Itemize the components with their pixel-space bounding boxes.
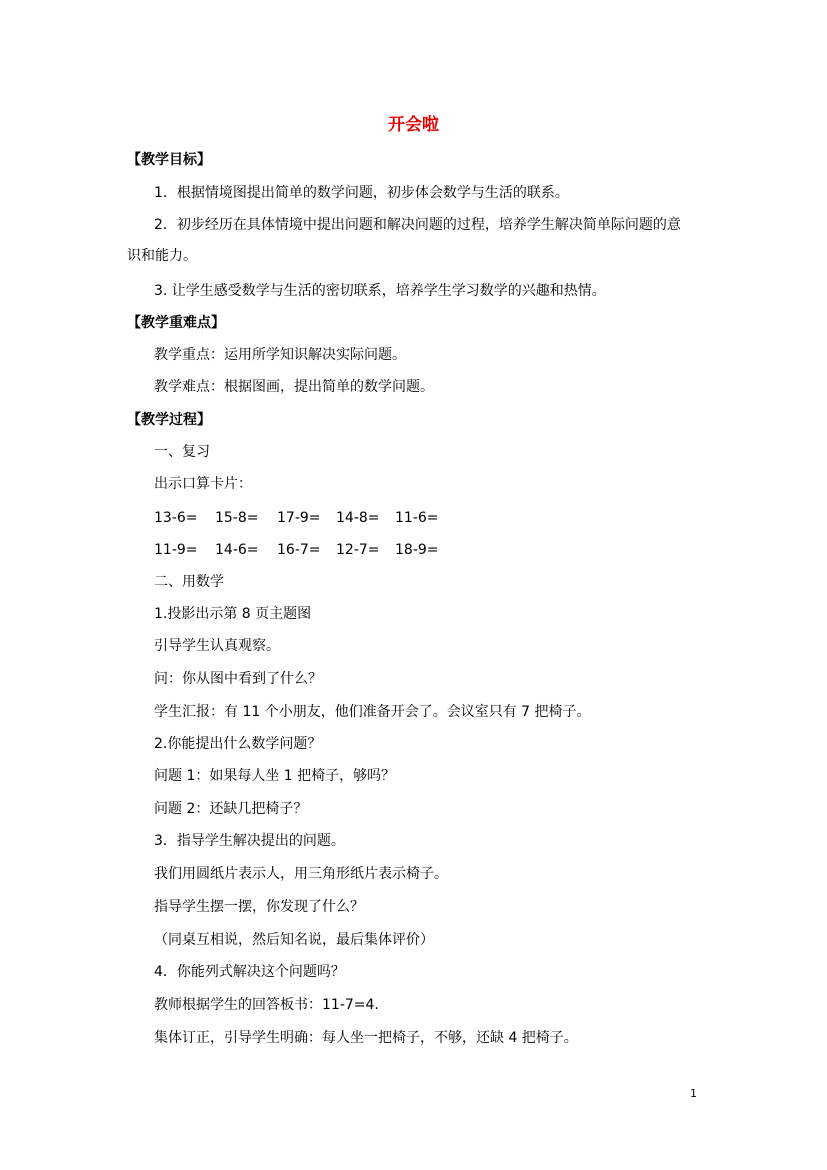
section-heading-objectives: 【教学目标】 [127,152,211,168]
process-line: 3．指导学生解决提出的问题。 [154,833,345,849]
objective-item-2-continued: 识和能力。 [127,248,197,264]
process-line: 问：你从图中看到了什么？ [154,671,322,687]
key-point-item: 教学重点：运用所学知识解决实际问题。 [154,347,406,363]
objective-item-3: 3. 让学生感受数学与生活的密切联系，培养学生学习数学的兴趣和热情。 [154,283,606,299]
arithmetic-item: 14-8= [336,510,380,526]
arithmetic-item: 11-9= [154,542,198,558]
process-line: 集体订正，引导学生明确：每人坐一把椅子，不够，还缺 4 把椅子。 [154,1030,578,1046]
arithmetic-item: 15-8= [215,510,259,526]
process-line: （同桌互相说，然后知名说，最后集体评价） [154,932,434,948]
page-number: 1 [690,1087,697,1100]
process-line: 4．你能列式解决这个问题吗？ [154,964,345,980]
process-line: 问题 1：如果每人坐 1 把椅子，够吗？ [154,768,396,784]
process-line: 二、用数学 [154,574,224,590]
process-line: 1.投影出示第 8 页主题图 [154,606,312,622]
objective-item-2: 2．初步经历在具体情境中提出问题和解决问题的过程，培养学生解决简单际问题的意 [154,217,681,233]
objective-item-1: 1．根据情境图提出简单的数学问题，初步体会数学与生活的联系。 [154,185,569,201]
section-heading-process: 【教学过程】 [127,412,211,428]
process-line: 问题 2：还缺几把椅子？ [154,801,308,817]
arithmetic-item: 13-6= [154,510,198,526]
process-line: 教师根据学生的回答板书：11-7=4. [154,997,379,1013]
arithmetic-item: 12-7= [336,542,380,558]
document-title: 开会啦 [388,115,439,135]
process-line: 学生汇报：有 11 个小朋友，他们准备开会了。会议室只有 7 把椅子。 [154,704,591,720]
arithmetic-item: 17-9= [277,510,321,526]
arithmetic-item: 11-6= [395,510,439,526]
process-line: 我们用圆纸片表示人，用三角形纸片表示椅子。 [154,866,448,882]
arithmetic-item: 16-7= [277,542,321,558]
arithmetic-row-2 [154,540,474,560]
cards-label: 出示口算卡片： [154,476,252,492]
review-label: 一、复习 [154,444,210,460]
arithmetic-item: 14-6= [215,542,259,558]
process-line: 指导学生摆一摆，你发现了什么？ [154,899,364,915]
arithmetic-item: 18-9= [395,542,439,558]
section-heading-key-points: 【教学重难点】 [127,315,225,331]
difficult-point-item: 教学难点：根据图画，提出简单的数学问题。 [154,379,434,395]
process-line: 2.你能提出什么数学问题？ [154,736,322,752]
arithmetic-row-1 [154,508,474,528]
process-line: 引导学生认真观察。 [154,638,280,654]
